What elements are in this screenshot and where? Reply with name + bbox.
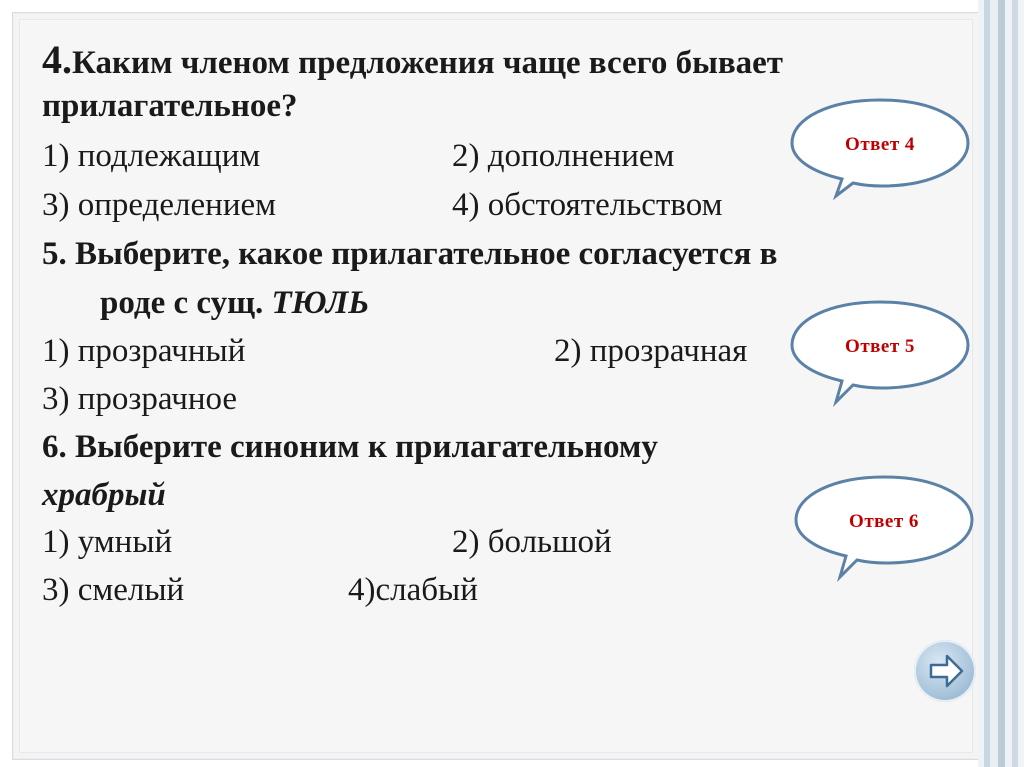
- answer-5-label: Ответ 5: [845, 336, 915, 357]
- answer-4-button[interactable]: [790, 96, 970, 196]
- decorative-stripes: [978, 0, 1024, 767]
- q6-option-1: 1) умный: [42, 524, 173, 560]
- q5-text-line2-prefix: роде с сущ.: [100, 285, 272, 321]
- q4-title-line1: [42, 37, 784, 82]
- q4-option-3: 3) определением: [42, 187, 277, 223]
- q4-option-2: 2) дополнением: [452, 138, 675, 174]
- q5-noun: ТЮЛЬ: [271, 285, 370, 321]
- q4-option-4: 4) обстоятельством: [452, 187, 723, 223]
- q4-text-line1: Каким членом предложения чаще всего бывает: [72, 45, 784, 81]
- answer-5-button[interactable]: [790, 298, 970, 402]
- q5-option-2: 2) прозрачная: [554, 333, 748, 369]
- q5-option-1: 1) прозрачный: [42, 333, 246, 369]
- answer-4-label: Ответ 4: [845, 134, 915, 155]
- q6-option-3: 3) смелый: [42, 572, 185, 608]
- next-slide-button[interactable]: [914, 640, 976, 702]
- answer-6-button[interactable]: [794, 473, 974, 577]
- q5-option-3: 3) прозрачное: [42, 381, 238, 417]
- q6-option-4: 4)слабый: [348, 572, 478, 608]
- answer-6-label: Ответ 6: [849, 511, 919, 532]
- q6-adjective: храбрый: [42, 477, 166, 513]
- q5-title-line2: [100, 287, 369, 320]
- q4-option-1: 1) подлежащим: [42, 138, 261, 174]
- q4-title-line2: прилагательное?: [42, 88, 298, 124]
- q5-title-line1: 5. Выберите, какое прилагательное согласуется в: [42, 236, 778, 272]
- q4-number: 4.: [42, 37, 72, 82]
- arrow-right-icon: [914, 640, 976, 702]
- q6-option-2: 2) большой: [452, 524, 612, 560]
- q6-title-line1: 6. Выберите синоним к прилагательному: [42, 429, 658, 465]
